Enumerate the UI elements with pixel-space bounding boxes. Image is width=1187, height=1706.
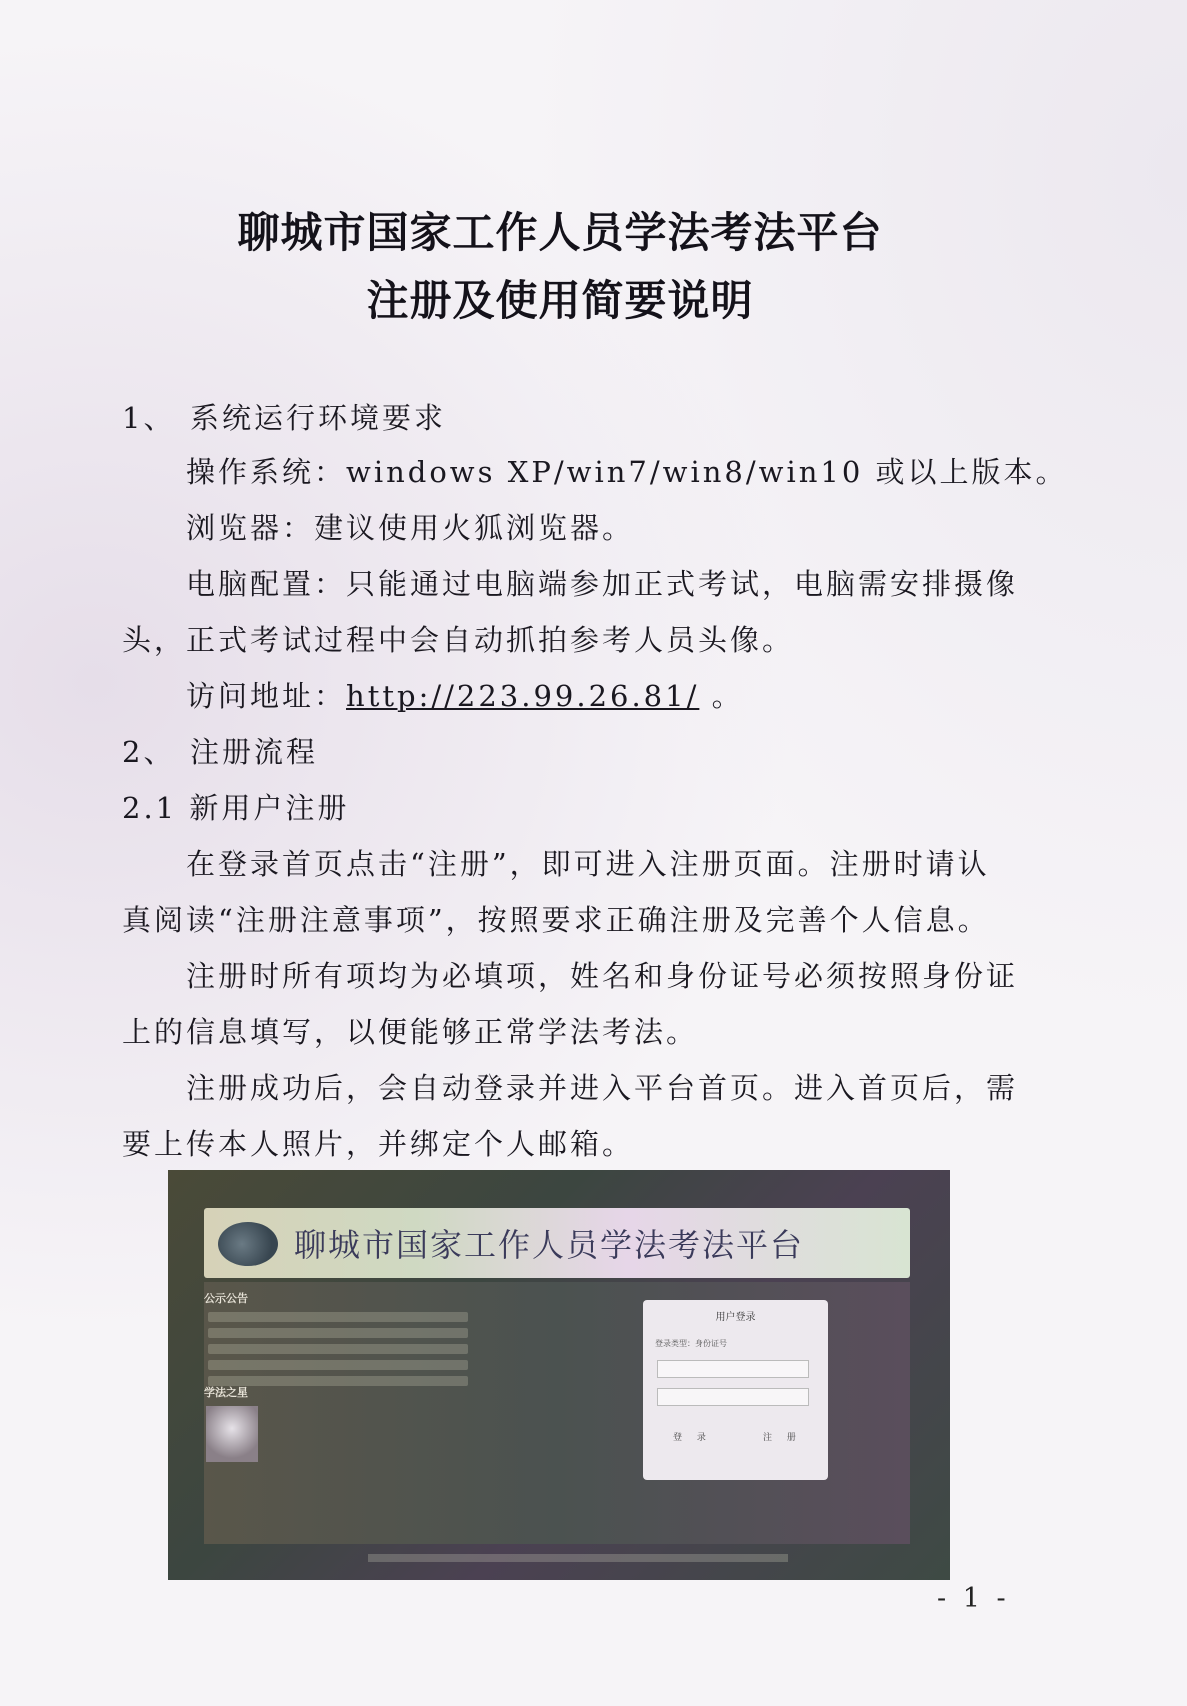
section2-title: 注册流程: [190, 735, 319, 769]
login-title: 用户登录: [715, 1312, 756, 1323]
list-item: [208, 1312, 468, 1322]
doc-title-line2: 注册及使用简要说明: [366, 276, 754, 325]
screenshot-notice-list: [208, 1312, 468, 1392]
screenshot-login-panel: [643, 1300, 828, 1480]
screenshot-study-heading: 学法之星: [204, 1386, 248, 1399]
screenshot-banner: [204, 1208, 910, 1278]
list-item: [208, 1344, 468, 1354]
section1-heading: [122, 396, 446, 437]
os-line: 操作系统：windows XP/win7/win8/win10 或以上版本。: [186, 455, 1068, 489]
para1-line1: 在登录首页点击“注册”，即可进入注册页面。注册时请认: [186, 847, 990, 881]
screenshot-footer: [368, 1554, 788, 1562]
url-label: 访问地址：: [186, 679, 347, 713]
para1-line2: 真阅读“注册注意事项”，按照要求正确注册及完善个人信息。: [122, 903, 990, 937]
pc-config-line2: 头，正式考试过程中会自动抓拍参考人员头像。: [122, 623, 795, 657]
study-star-photo: [206, 1406, 258, 1462]
id-number-input: [657, 1360, 809, 1378]
para3-line1: 注册成功后，会自动登录并进入平台首页。进入首页后，需: [186, 1071, 1019, 1105]
platform-logo-icon: [218, 1222, 278, 1266]
pc-config-line1: 电脑配置：只能通过电脑端参加正式考试，电脑需安排摄像: [186, 567, 1019, 601]
platform-screenshot: [168, 1170, 950, 1580]
section1-number: 1、: [122, 401, 176, 435]
list-item: [208, 1360, 468, 1370]
section1-title: 系统运行环境要求: [190, 401, 447, 435]
screenshot-site-title: 聊城市国家工作人员学法考法平台: [294, 1226, 805, 1264]
register-button: 注 册: [763, 1433, 802, 1443]
url-line: [186, 674, 744, 715]
para2-line2: 上的信息填写，以便能够正常学法考法。: [122, 1015, 699, 1049]
section2-heading: [122, 730, 318, 771]
para2-line1: 注册时所有项均为必填项，姓名和身份证号必须按照身份证: [186, 959, 1019, 993]
screenshot-notice-heading: 公示公告: [204, 1292, 248, 1305]
doc-title-line1: 聊城市国家工作人员学法考法平台: [237, 208, 883, 257]
login-button: 登 录: [673, 1433, 712, 1443]
subsection-2-1: 2.1 新用户注册: [122, 791, 350, 825]
login-type-select: 登录类型：身份证号: [655, 1339, 727, 1348]
url-end: 。: [699, 679, 744, 713]
password-input: [657, 1388, 809, 1406]
access-url-link[interactable]: http://223.99.26.81/: [346, 679, 700, 713]
list-item: [208, 1328, 468, 1338]
section2-number: 2、: [122, 735, 176, 769]
browser-line: 浏览器：建议使用火狐浏览器。: [186, 511, 635, 545]
para3-line2: 要上传本人照片，并绑定个人邮箱。: [122, 1127, 635, 1161]
page-number: - 1 -: [937, 1583, 1010, 1614]
